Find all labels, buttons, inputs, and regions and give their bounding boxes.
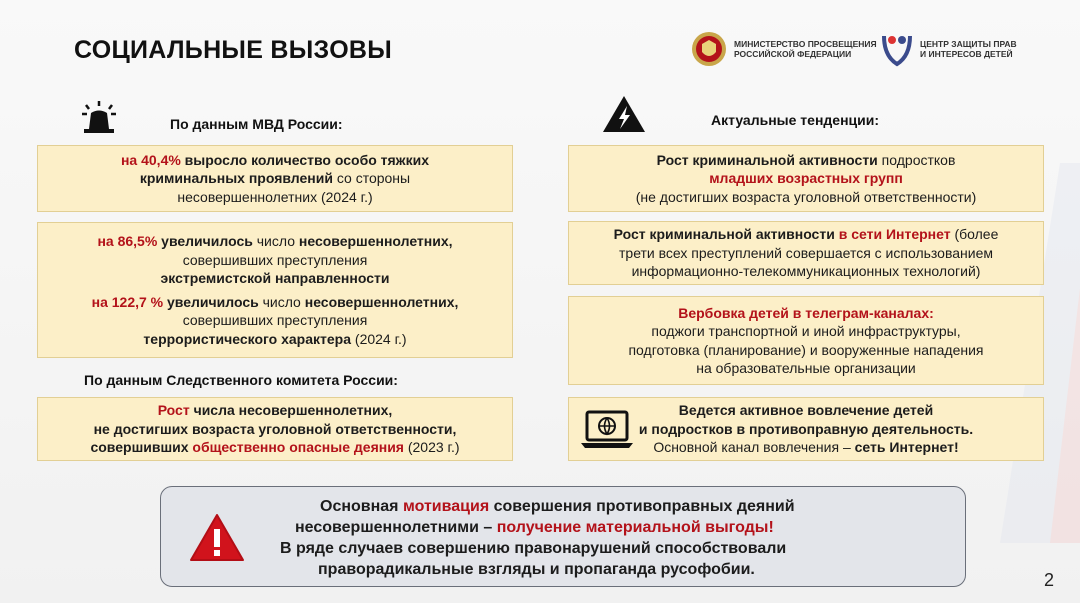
ministry-logo [690, 30, 877, 68]
mvd-fact-2-percent: на 86,5% [97, 233, 158, 249]
sk-fact-box: Рост числа несовершеннолетних, не достигших возраста уголовной ответственности, совершивших общественно опасные деяния (2023 г.) [37, 397, 513, 461]
page-title: СОЦИАЛЬНЫЕ ВЫЗОВЫ [74, 36, 393, 64]
laptop-globe-icon [580, 410, 634, 450]
lightning-warning-icon [601, 94, 647, 134]
center-logo [880, 30, 1017, 68]
mvd-fact-1-percent: на 40,4% [120, 151, 181, 168]
ministry-emblem-icon [690, 30, 728, 68]
center-emblem-icon [880, 30, 914, 68]
sk-header: По данным Следственного комитета России: [84, 372, 398, 388]
mvd-header: По данным МВД России: [170, 116, 343, 132]
warning-triangle-icon [189, 513, 245, 563]
mvd-fact-3-percent: на 122,7 % [91, 293, 164, 310]
trend-box-2: Рост криминальной активности в сети Интернет (более трети всех преступлений совершается с использованием информационно-телекоммуникационных технологий) [568, 221, 1044, 285]
trend-box-4: Ведется активное вовлечение детей и подростков в противоправную деятельность. Основной канал вовлечения – сеть Интернет! [568, 397, 1044, 461]
trend-box-1: Рост криминальной активности подростков младших возрастных групп (не достигших возраста уголовной ответственности) [568, 145, 1044, 212]
page-number: 2 [1043, 570, 1054, 590]
motivation-panel: Основная мотивация совершения противоправных деяний несовершеннолетними – получение материальной выгоды! В ряде случаев совершению правонарушений способствовали праворадикальные взгляды и пропаганда русофобии. [160, 486, 966, 587]
center-logo-line2: И ИНТЕРЕСОВ ДЕТЕЙ [920, 49, 1013, 59]
ministry-logo-line1: МИНИСТЕРСТВО ПРОСВЕЩЕНИЯ [734, 39, 877, 49]
trends-header: Актуальные тенденции: [711, 112, 880, 128]
ministry-logo-line2: РОССИЙСКОЙ ФЕДЕРАЦИИ [734, 49, 852, 59]
center-logo-line1: ЦЕНТР ЗАЩИТЫ ПРАВ [920, 39, 1017, 49]
trend-box-3: Вербовка детей в телеграм-каналах: поджоги транспортной и иной инфраструктуры, подготовка (планирование) и вооруженные нападения на образовательные организации [568, 296, 1044, 385]
mvd-fact-box-2: на 86,5% увеличилось число несовершеннолетних, совершивших преступления экстремистской направленности на 122,7 % увеличилось число несовершеннолетних, совершивших преступления террористического характера (2024 г.) [37, 222, 513, 358]
siren-icon [80, 99, 118, 135]
mvd-fact-box-1: на 40,4% выросло количество особо тяжких криминальных проявлений со стороны несовершеннолетних (2024 г.) [37, 145, 513, 212]
